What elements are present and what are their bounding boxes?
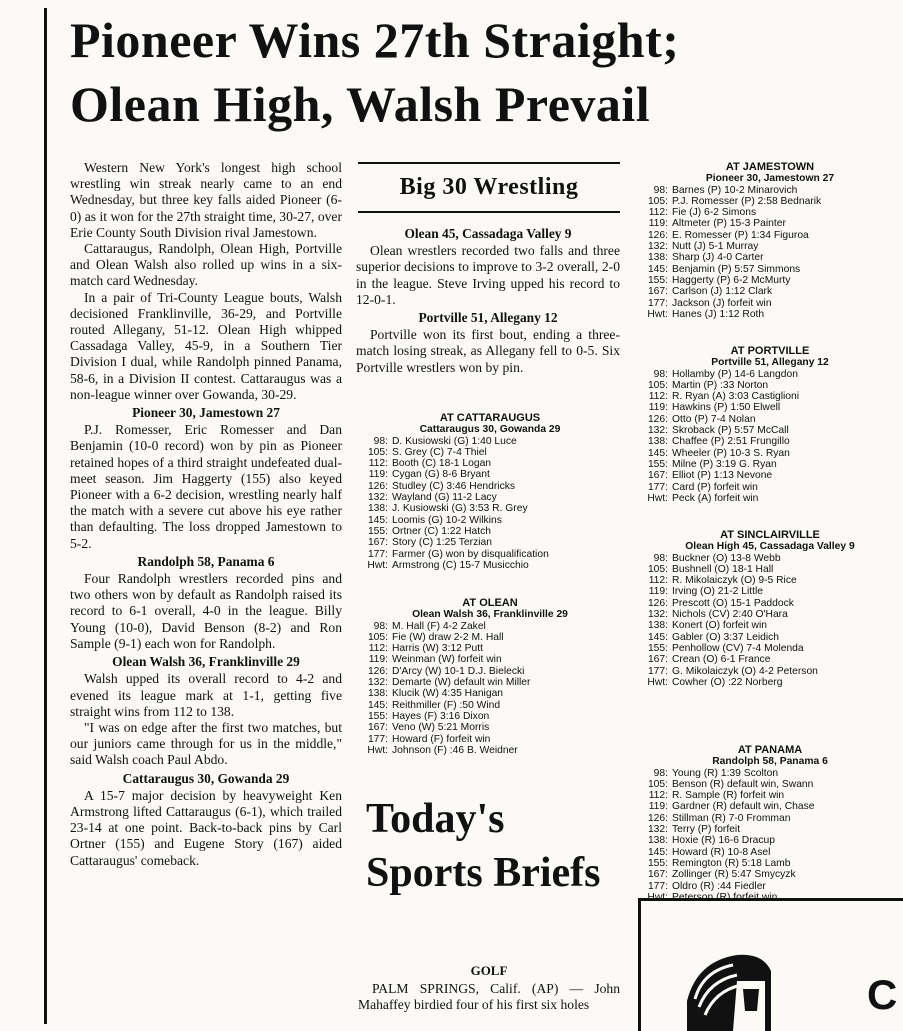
bout-result: R. Ryan (A) 3:03 Castiglioni xyxy=(672,391,800,403)
story-paragraph: Olean wrestlers recorded two falls and three superior decisions to improve to 3-2 overall, 2-0 in the league. Steve Irving upped his record to 12-0-1. xyxy=(356,243,620,307)
weight-class: 145: xyxy=(367,514,388,526)
weight-class: 138: xyxy=(647,620,668,632)
bout-result: Hanes (J) 1:12 Roth xyxy=(672,308,765,320)
bout-result: Demarte (W) default win Miller xyxy=(392,677,531,689)
bout-result: Ortner (C) 1:22 Hatch xyxy=(392,525,491,537)
subhead-walsh: Olean Walsh 36, Franklinville 29 xyxy=(112,654,300,670)
margin-rule xyxy=(44,8,47,1024)
bout-result: Haggerty (P) 6-2 McMurty xyxy=(672,274,791,286)
weight-class: 105: xyxy=(647,195,668,207)
result-row xyxy=(360,621,620,632)
result-row xyxy=(640,414,900,425)
bout-result: Barnes (P) 10-2 Minarovich xyxy=(672,184,798,196)
headline-line-2: Olean High, Walsh Prevail xyxy=(70,76,651,132)
weight-class: 138: xyxy=(647,835,668,847)
bout-result: R. Mikolaiczyk (O) 9-5 Rice xyxy=(672,575,797,587)
weight-class: 112: xyxy=(368,458,388,470)
weight-class: 167: xyxy=(647,470,668,482)
bout-result: D'Arcy (W) 10-1 D.J. Bielecki xyxy=(392,665,525,677)
result-row xyxy=(640,881,900,892)
weight-class: 167: xyxy=(367,537,388,549)
result-row xyxy=(640,470,900,481)
story-paragraph: Portville won its first bout, ending a three-match losing streak, as Allegany fell to 0-5. Six Portville wrestlers won by pin. xyxy=(356,327,620,375)
result-row xyxy=(640,609,900,620)
weight-class: 138: xyxy=(647,436,668,448)
result-row xyxy=(640,847,900,858)
result-row xyxy=(640,369,900,380)
result-row xyxy=(360,745,620,756)
weight-class: 177: xyxy=(367,733,388,745)
weight-class: 119: xyxy=(648,402,668,414)
result-row xyxy=(640,436,900,447)
bout-result: Jackson (J) forfeit win xyxy=(672,297,772,309)
result-row xyxy=(640,598,900,609)
indian-headdress-logo-icon xyxy=(677,941,773,1031)
bout-result: Weinman (W) forfeit win xyxy=(392,654,502,666)
headline-line-1: Pioneer Wins 27th Straight; xyxy=(70,12,680,68)
bout-result: Martin (P) :33 Norton xyxy=(672,379,769,391)
bout-result: J. Kusiowski (G) 3:53 R. Grey xyxy=(392,503,528,515)
weight-class: 177: xyxy=(647,665,668,677)
story-column-1 xyxy=(70,160,342,869)
story-paragraph: A 15-7 major decision by heavyweight Ken Armstrong lifted Cattaraugus (6-1), which trailed 23-14 at one point. Back-to-back pins by Carl Ortner (155) and Eugene Story (167) aided Cattaraugus' comeback. xyxy=(70,787,342,868)
weight-class: 167: xyxy=(647,654,668,666)
story-paragraph: Cattaraugus, Randolph, Olean High, Portville and Olean Walsh also rolled up wins in a six-match card Wednesday. xyxy=(70,241,342,289)
result-row xyxy=(640,858,900,869)
subhead-pioneer: Pioneer 30, Jamestown 27 xyxy=(132,405,280,421)
result-row xyxy=(360,447,620,458)
result-row xyxy=(360,458,620,469)
weight-class: 105: xyxy=(647,563,668,575)
page-margin xyxy=(0,0,50,1024)
page-headline xyxy=(70,8,890,136)
weight-class: 112: xyxy=(648,207,668,219)
bout-result: Veno (W) 5:21 Morris xyxy=(392,722,490,734)
weight-class: 132: xyxy=(367,677,388,689)
results-score: Pioneer 30, Jamestown 27 xyxy=(705,173,835,185)
result-row xyxy=(640,553,900,564)
result-row xyxy=(640,252,900,263)
weight-class: 105: xyxy=(647,778,668,790)
weight-class: 126: xyxy=(647,812,668,824)
weight-class: 126: xyxy=(367,480,388,492)
weight-class: 112: xyxy=(648,391,668,403)
weight-class: 112: xyxy=(368,643,388,655)
results-olean xyxy=(360,598,620,756)
result-row xyxy=(640,402,900,413)
bout-result: Young (R) 1:39 Scolton xyxy=(672,767,779,779)
story-paragraph: "I was on edge after the first two matches, but our juniors came through for us in the middle," said Walsh coach Paul Abdo. xyxy=(70,719,342,768)
result-row xyxy=(360,515,620,526)
result-row xyxy=(640,309,900,320)
results-score: Cattaraugus 30, Gowanda 29 xyxy=(419,424,561,436)
result-row xyxy=(640,790,900,801)
subhead-olean: Olean 45, Cassadaga Valley 9 xyxy=(404,226,572,241)
weight-class: 112: xyxy=(648,790,668,802)
result-row xyxy=(640,185,900,196)
story-paragraph: Western New York's longest high school wrestling win streak nearly came to an end Wednesday, but three key falls aided Pioneer (6-0) as it won for the 27th straight time, 30-27, over Erie County South Division rival Jamestown. xyxy=(70,160,342,240)
bout-result: M. Hall (F) 4-2 Zakel xyxy=(392,620,486,632)
weight-class: 98: xyxy=(653,368,668,380)
weight-class: 126: xyxy=(647,413,668,425)
bout-result: Studley (C) 3:46 Hendricks xyxy=(392,480,516,492)
result-row xyxy=(640,813,900,824)
result-row xyxy=(640,380,900,391)
weight-class: 145: xyxy=(367,699,388,711)
result-row xyxy=(640,632,900,643)
results-score: Randolph 58, Panama 6 xyxy=(712,756,828,768)
weight-class: 155: xyxy=(367,525,388,537)
result-row xyxy=(360,711,620,722)
result-row xyxy=(640,264,900,275)
bout-result: Reithmiller (F) :50 Wind xyxy=(392,699,501,711)
result-row xyxy=(360,549,620,560)
bout-result: Wheeler (P) 10-3 S. Ryan xyxy=(672,447,790,459)
result-row xyxy=(360,700,620,711)
bout-result: Buckner (O) 13-8 Webb xyxy=(672,552,781,564)
bout-result: Otto (P) 7-4 Nolan xyxy=(672,413,756,425)
result-row xyxy=(640,207,900,218)
bout-result: Stillman (R) 7-0 Fromman xyxy=(672,812,791,824)
result-row xyxy=(360,503,620,514)
results-rows xyxy=(360,436,620,572)
bout-result: Cygan (G) 8-6 Bryant xyxy=(392,469,490,481)
result-row xyxy=(640,654,900,665)
weight-class: Hwt: xyxy=(367,559,388,571)
result-row xyxy=(640,869,900,880)
story-paragraph: Four Randolph wrestlers recorded pins and two others won by default as Randolph raised its record to 6-1 overall, 4-0 in the league. Billy Young (10-0), David Benson (8-2) and Ron Sample (9-1) each won for Randolph. xyxy=(70,571,342,651)
story-paragraph: In a pair of Tri-County League bouts, Walsh decisioned Franklinville, 36-29, and Portville routed Allegany, 51-12. Olean High whipped Cassadaga Valley, 45-9, in a Southern Tier Division I dual, while Randolph pinned Panama, 58-6, in a Division II contest. Cattaraugus was a non-league winner over Gowanda, 30-29. xyxy=(70,289,342,402)
bout-result: Remington (R) 5:18 Lamb xyxy=(672,857,791,869)
weight-class: 98: xyxy=(653,184,668,196)
story-column-2 xyxy=(356,224,620,376)
advertisement xyxy=(638,898,903,1031)
issue-date xyxy=(0,50,8,269)
weight-class: 119: xyxy=(648,801,668,813)
weight-class: 132: xyxy=(647,425,668,437)
bout-result: Klucik (W) 4:35 Hanigan xyxy=(392,688,504,700)
bout-result: S. Grey (C) 7-4 Thiel xyxy=(392,446,487,458)
weight-class: 119: xyxy=(368,469,388,481)
result-row xyxy=(640,586,900,597)
result-row xyxy=(360,688,620,699)
weight-class: 177: xyxy=(367,548,388,560)
bout-result: Cowher (O) :22 Norberg xyxy=(672,676,783,688)
result-row xyxy=(640,275,900,286)
result-row xyxy=(640,666,900,677)
weight-class: 155: xyxy=(647,857,668,869)
results-jamestown xyxy=(640,162,900,320)
weight-class: 155: xyxy=(367,710,388,722)
subhead-randolph: Randolph 58, Panama 6 xyxy=(137,553,275,569)
subhead-cattaraugus: Cattaraugus 30, Gowanda 29 xyxy=(122,770,290,786)
result-row xyxy=(640,459,900,470)
result-row xyxy=(640,824,900,835)
results-heading: AT PANAMA xyxy=(737,744,803,756)
results-rows xyxy=(640,768,900,904)
weight-class: 138: xyxy=(367,503,388,515)
bout-result: Nichols (CV) 2:40 O'Hara xyxy=(672,609,788,621)
results-heading: AT CATTARAUGUS xyxy=(439,412,541,424)
weight-class: 98: xyxy=(373,620,388,632)
bout-result: Fie (J) 6-2 Simons xyxy=(672,207,757,219)
results-portville xyxy=(640,346,900,504)
result-row xyxy=(640,196,900,207)
bout-result: Johnson (F) :46 B. Weidner xyxy=(392,744,518,756)
bout-result: Harris (W) 3:12 Putt xyxy=(392,643,483,655)
weight-class: 177: xyxy=(647,481,668,493)
weight-class: 138: xyxy=(647,252,668,264)
result-row xyxy=(640,298,900,309)
bout-result: Booth (C) 18-1 Logan xyxy=(392,458,492,470)
result-row xyxy=(360,526,620,537)
weight-class: 98: xyxy=(373,435,388,447)
weight-class: 132: xyxy=(367,492,388,504)
result-row xyxy=(640,241,900,252)
weight-class: 145: xyxy=(647,631,668,643)
bout-result: Oldro (R) :44 Fiedler xyxy=(672,880,766,892)
golf-brief xyxy=(358,963,620,1014)
weight-class: 167: xyxy=(367,722,388,734)
results-rows xyxy=(640,369,900,505)
result-row xyxy=(360,734,620,745)
weight-class: 105: xyxy=(647,379,668,391)
bout-result: Peck (A) forfeit win xyxy=(672,492,759,504)
result-row xyxy=(640,677,900,688)
results-score: Olean Walsh 36, Franklinville 29 xyxy=(412,609,568,621)
weight-class: 145: xyxy=(647,846,668,858)
bout-result: D. Kusiowski (G) 1:40 Luce xyxy=(392,435,517,447)
story-paragraph: Walsh upped its overall record to 4-2 and evened its league mark at 1-1, getting five straight wins from 112 to 138. xyxy=(70,671,342,719)
result-row xyxy=(640,218,900,229)
bout-result: Elliot (P) 1:13 Nevone xyxy=(672,470,773,482)
result-row xyxy=(360,643,620,654)
weight-class: Hwt: xyxy=(367,744,388,756)
briefs-title xyxy=(366,792,616,900)
golf-heading: GOLF xyxy=(470,963,508,978)
result-row xyxy=(360,677,620,688)
bout-result: Crean (O) 6-1 France xyxy=(672,654,771,666)
result-row xyxy=(640,620,900,631)
result-row xyxy=(640,779,900,790)
bout-result: Hawkins (P) 1:50 Elwell xyxy=(672,402,781,414)
bout-result: Konert (O) forfeit win xyxy=(672,620,767,632)
results-cattaraugus xyxy=(360,413,620,571)
weight-class: Hwt: xyxy=(647,308,668,320)
bout-result: P.J. Romesser (P) 2:58 Bednarik xyxy=(672,195,822,207)
newspaper-name xyxy=(0,312,8,477)
weight-class: 98: xyxy=(653,552,668,564)
bout-result: Zollinger (R) 5:47 Smycyzk xyxy=(672,869,796,881)
weight-class: 119: xyxy=(648,586,668,598)
folio xyxy=(0,0,8,580)
bout-result: Story (C) 1:25 Terzian xyxy=(392,537,492,549)
results-rows xyxy=(640,553,900,689)
results-rows xyxy=(360,621,620,757)
result-row xyxy=(640,575,900,586)
bout-result: Howard (F) forfeit win xyxy=(392,733,491,745)
result-row xyxy=(640,482,900,493)
results-score: Portville 51, Allegany 12 xyxy=(711,357,829,369)
bout-result: Nutt (J) 5-1 Murray xyxy=(672,241,759,253)
result-row xyxy=(360,469,620,480)
bout-result: Farmer (G) won by disqualification xyxy=(392,548,549,560)
bottom-rule xyxy=(358,211,620,213)
bout-result: Benson (R) default win, Swann xyxy=(672,778,814,790)
results-heading: AT PORTVILLE xyxy=(730,345,810,357)
weight-class: 167: xyxy=(647,286,668,298)
weight-class: 138: xyxy=(367,688,388,700)
weight-class: 155: xyxy=(647,274,668,286)
results-rows xyxy=(640,185,900,321)
bout-result: Terry (P) forfeit xyxy=(672,824,741,836)
bout-result: Irving (O) 21-2 Little xyxy=(672,586,763,598)
bout-result: Howard (R) 10-8 Asel xyxy=(672,846,771,858)
result-row xyxy=(640,493,900,504)
result-row xyxy=(360,481,620,492)
result-row xyxy=(640,286,900,297)
section-title-box xyxy=(358,162,620,213)
bout-result: Hollamby (P) 14-6 Langdon xyxy=(672,368,798,380)
bout-result: Milne (P) 3:19 G. Ryan xyxy=(672,458,777,470)
bout-result: G. Mikolaiczyk (O) 4-2 Peterson xyxy=(672,665,818,677)
bout-result: Wayland (G) 11-2 Lacy xyxy=(392,492,497,504)
weight-class: 126: xyxy=(647,229,668,241)
result-row xyxy=(640,391,900,402)
result-row xyxy=(360,537,620,548)
bout-result: Altmeter (P) 15-3 Painter xyxy=(672,218,786,230)
golf-text: PALM SPRINGS, Calif. (AP) — John Mahaffey birdied four of his first six holes xyxy=(358,981,620,1013)
bout-result: Chaffee (P) 2:51 Frungillo xyxy=(672,436,790,448)
result-row xyxy=(640,768,900,779)
result-row xyxy=(360,436,620,447)
bout-result: Loomis (G) 10-2 Wilkins xyxy=(392,514,502,526)
bout-result: Bushnell (O) 18-1 Hall xyxy=(672,563,774,575)
section-title: Big 30 Wrestling xyxy=(399,174,579,200)
bout-result: Carlson (J) 1:12 Clark xyxy=(672,286,773,298)
weight-class: 132: xyxy=(647,824,668,836)
weight-class: 132: xyxy=(647,609,668,621)
weight-class: Hwt: xyxy=(647,676,668,688)
bout-result: E. Romesser (P) 1:34 Figuroa xyxy=(672,229,809,241)
weight-class: 98: xyxy=(653,767,668,779)
results-heading: AT JAMESTOWN xyxy=(725,161,815,173)
results-score: Olean High 45, Cassadaga Valley 9 xyxy=(685,541,855,553)
bout-result: Gardner (R) default win, Chase xyxy=(672,801,815,813)
page-number xyxy=(0,519,8,580)
story-paragraph: P.J. Romesser, Eric Romesser and Dan Benjamin (10-0 record) won by pin as Pioneer retained hopes of a third straight undefeated dual-meet season. Jim Haggerty (155) also keyed Pioneer with a 6-2 decision, wrestling nearly half the match with a severe cut above his eye rather than defaulting. The loss dropped Jamestown to 5-2. xyxy=(70,422,342,551)
weight-class: 105: xyxy=(367,631,388,643)
bout-result: Benjamin (P) 5:57 Simmons xyxy=(672,263,801,275)
weight-class: 132: xyxy=(647,241,668,253)
weight-class: 145: xyxy=(647,263,668,275)
result-row xyxy=(640,448,900,459)
bout-result: Prescott (O) 15-1 Paddock xyxy=(672,597,794,609)
result-row xyxy=(640,425,900,436)
weight-class: 126: xyxy=(367,665,388,677)
weight-class: 145: xyxy=(647,447,668,459)
results-sinclairville xyxy=(640,530,900,688)
weight-class: Hwt: xyxy=(647,492,668,504)
bout-result: Sharp (J) 4-0 Carter xyxy=(672,252,764,264)
result-row xyxy=(360,722,620,733)
weight-class: 126: xyxy=(647,597,668,609)
bout-result: R. Sample (R) forfeit win xyxy=(672,790,785,802)
result-row xyxy=(640,564,900,575)
weight-class: 177: xyxy=(647,880,668,892)
ad-text: C xyxy=(867,971,898,1018)
subhead-portville: Portville 51, Allegany 12 xyxy=(418,310,558,326)
result-row xyxy=(640,230,900,241)
weight-class: 105: xyxy=(367,446,388,458)
result-row xyxy=(360,560,620,571)
result-row xyxy=(640,643,900,654)
weight-class: 167: xyxy=(647,869,668,881)
result-row xyxy=(360,654,620,665)
results-heading: AT SINCLAIRVILLE xyxy=(720,529,820,541)
result-row xyxy=(640,835,900,846)
result-row xyxy=(360,666,620,677)
weight-class: 112: xyxy=(648,575,668,587)
bout-result: Armstrong (C) 15-7 Musicchio xyxy=(392,559,529,571)
results-panama xyxy=(640,745,900,903)
bout-result: Hoxie (R) 16-6 Dracup xyxy=(672,835,776,847)
weight-class: 177: xyxy=(647,297,668,309)
weight-class: 119: xyxy=(368,654,388,666)
bout-result: Penhollow (CV) 7-4 Molenda xyxy=(672,642,804,654)
bout-result: Gabler (O) 3:37 Leidich xyxy=(672,631,780,643)
weight-class: 155: xyxy=(647,458,668,470)
bout-result: Card (P) forfeit win xyxy=(672,481,758,493)
weight-class: 155: xyxy=(647,642,668,654)
result-row xyxy=(360,632,620,643)
result-row xyxy=(640,801,900,812)
results-heading: AT OLEAN xyxy=(462,597,518,609)
briefs-title-text: Today's Sports Briefs xyxy=(366,796,601,896)
bout-result: Fie (W) draw 2-2 M. Hall xyxy=(392,631,504,643)
bout-result: Hayes (F) 3:16 Dixon xyxy=(392,710,490,722)
weight-class: 119: xyxy=(648,218,668,230)
bout-result: Skroback (P) 5:57 McCall xyxy=(672,425,789,437)
result-row xyxy=(360,492,620,503)
